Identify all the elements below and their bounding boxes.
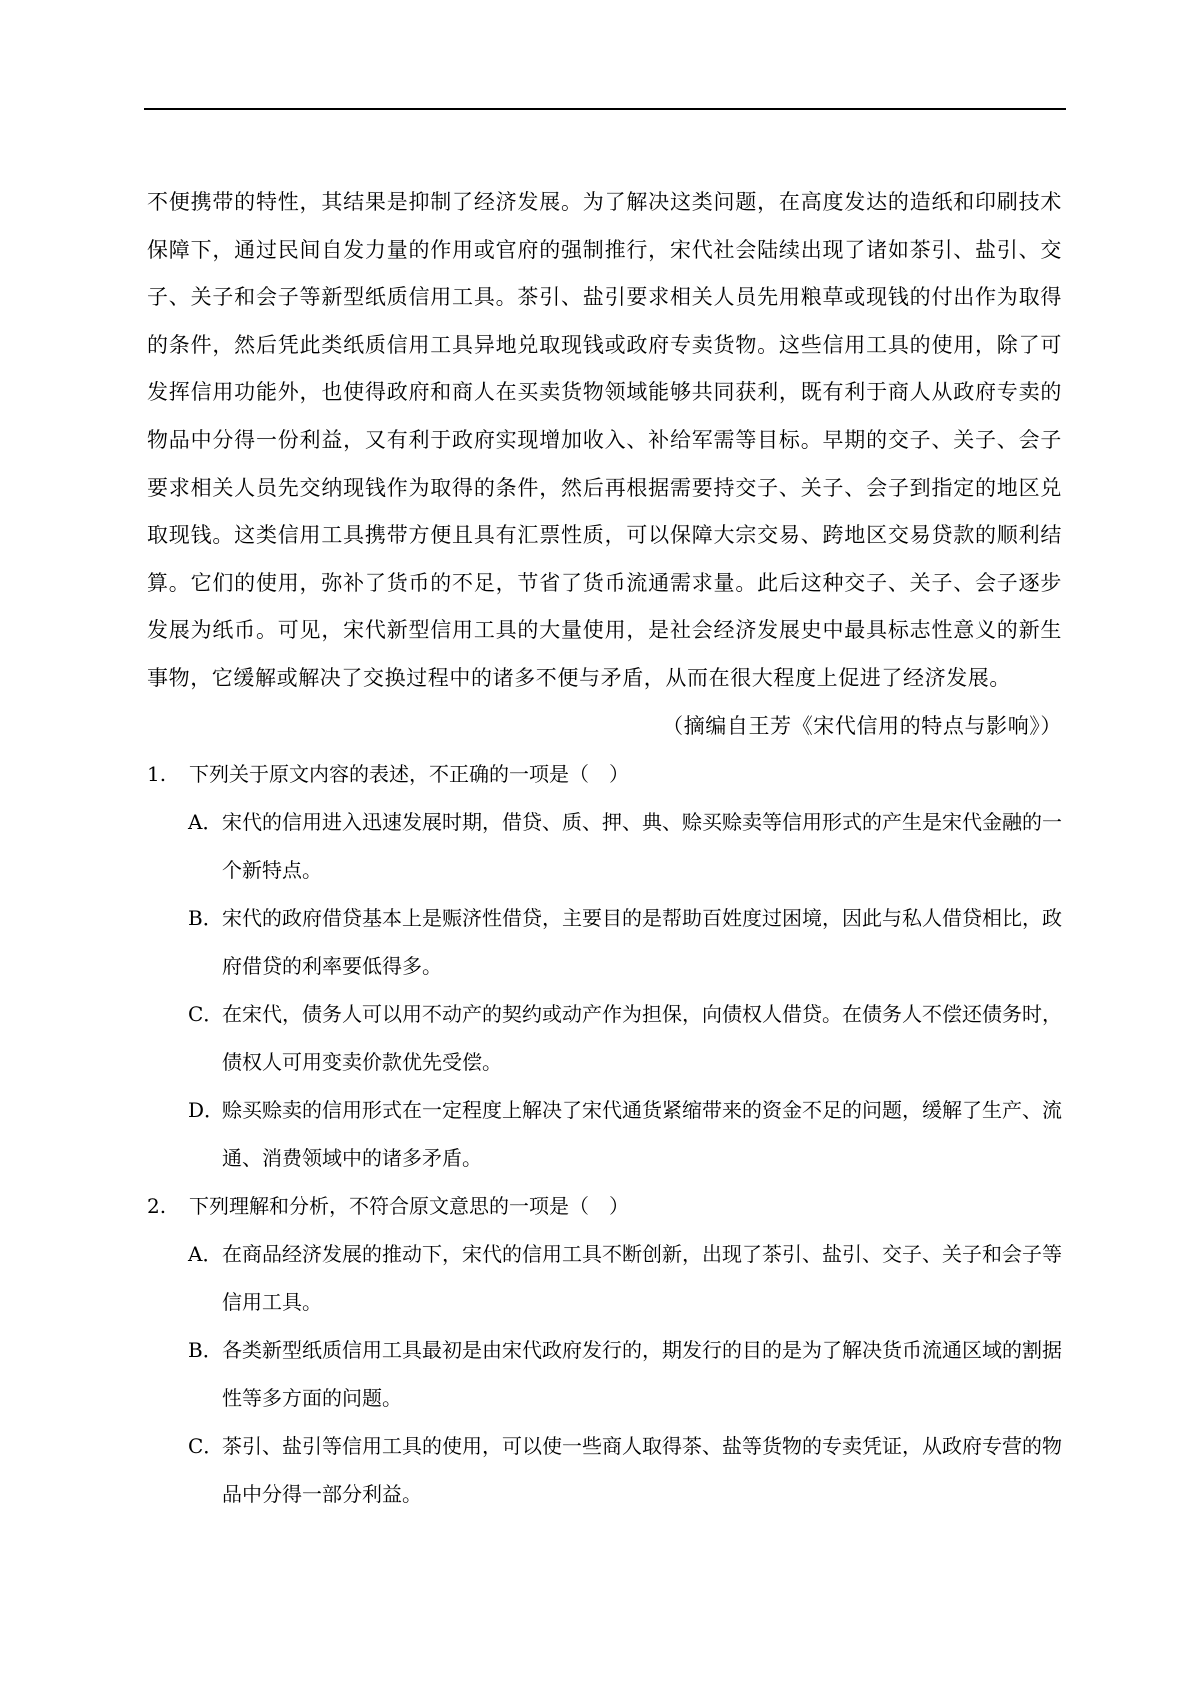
option-b: [147, 1326, 1062, 1422]
option-a: [147, 1230, 1062, 1326]
header-rule: [144, 108, 1066, 110]
option-a: [147, 798, 1062, 894]
option-text: 在商品经济发展的推动下，宋代的信用工具不断创新，出现了茶引、盐引、交子、关子和会子等信用工具。: [222, 1242, 1062, 1315]
passage-source: （摘编自王芳《宋代信用的特点与影响》）: [662, 713, 1062, 738]
option-letter: A．: [188, 810, 223, 835]
option-b: [147, 894, 1062, 990]
question-stem: [147, 1182, 1062, 1230]
question-text: 下列理解和分析，不符合原文意思的一项是（ ）: [189, 1194, 629, 1219]
option-letter: C．: [188, 1434, 224, 1459]
option-c: [147, 1422, 1062, 1518]
question-number: 1.: [147, 762, 167, 787]
question-stem: [147, 750, 1062, 798]
option-text: 茶引、盐引等信用工具的使用，可以使一些商人取得茶、盐等货物的专卖凭证，从政府专营的物品中分得一部分利益。: [222, 1434, 1062, 1507]
option-c: [147, 990, 1062, 1086]
passage-paragraph: 不便携带的特性，其结果是抑制了经济发展。为了解决这类问题，在高度发达的造纸和印刷技术保障下，通过民间自发力量的作用或官府的强制推行，宋代社会陆续出现了诸如茶引、盐引、交子、关子和会子等新型纸质信用工具。茶引、盐引要求相关人员先用粮草或现钱的付出作为取得的条件，然后凭此类纸质信用工具异地兑取现钱或政府专卖货物。这些信用工具的使用，除了可发挥信用功能外，也使得政府和商人在买卖货物领域能够共同获利，既有利于商人从政府专卖的物品中分得一份利益，又有利于政府实现增加收入、补给军需等目标。早期的交子、关子、会子要求相关人员先交纳现钱作为取得的条件，然后再根据需要持交子、关子、会子到指定的地区兑取现钱。这类信用工具携带方便且具有汇票性质，可以保障大宗交易、跨地区交易贷款的顺利结算。它们的使用，弥补了货币的不足，节省了货币流通需求量。此后这种交子、关子、会子逐步发展为纸币。可见，宋代新型信用工具的大量使用，是社会经济发展史中最具标志性意义的新生事物，它缓解或解决了交换过程中的诸多不便与矛盾，从而在很大程度上促进了经济发展。: [147, 190, 1062, 690]
document-body: [147, 179, 1062, 1518]
option-letter: D．: [188, 1098, 225, 1123]
option-text: 各类新型纸质信用工具最初是由宋代政府发行的，期发行的目的是为了解决货币流通区域的割据性等多方面的问题。: [222, 1338, 1062, 1411]
option-d: [147, 1086, 1062, 1182]
option-text: 在宋代，债务人可以用不动产的契约或动产作为担保，向债权人借贷。在债务人不偿还债务时，债权人可用变卖价款优先受偿。: [222, 1002, 1062, 1075]
option-letter: A．: [188, 1242, 223, 1267]
question-1: [147, 750, 1062, 1182]
option-letter: B．: [188, 1338, 223, 1363]
option-letter: C．: [188, 1002, 224, 1027]
option-text: 宋代的信用进入迅速发展时期，借贷、质、押、典、赊买赊卖等信用形式的产生是宋代金融的一个新特点。: [222, 810, 1062, 883]
question-text: 下列关于原文内容的表述，不正确的一项是（ ）: [189, 762, 629, 787]
option-text: 赊买赊卖的信用形式在一定程度上解决了宋代通货紧缩带来的资金不足的问题，缓解了生产、流通、消费领域中的诸多矛盾。: [222, 1098, 1062, 1171]
question-number: 2.: [147, 1194, 167, 1219]
question-2: [147, 1182, 1062, 1518]
option-text: 宋代的政府借贷基本上是赈济性借贷，主要目的是帮助百姓度过困境，因此与私人借贷相比，政府借贷的利率要低得多。: [222, 906, 1062, 979]
option-letter: B．: [188, 906, 223, 931]
